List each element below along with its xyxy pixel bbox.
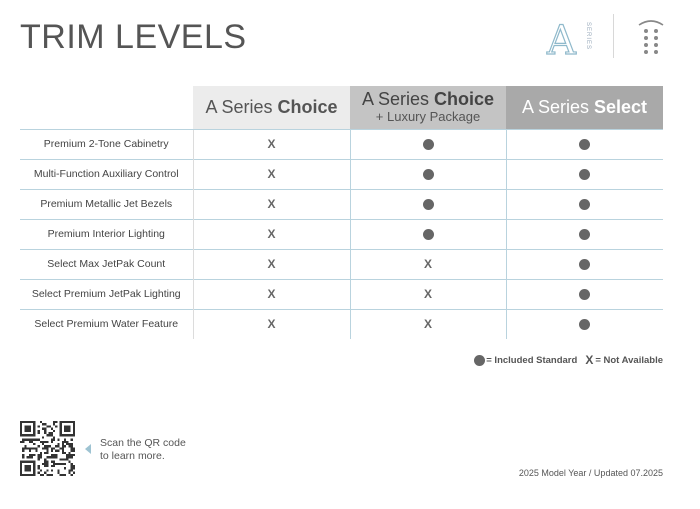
- availability-cell: [193, 279, 350, 309]
- legend-not-available-label: = Not Available: [595, 354, 663, 366]
- header-blank-cell: [20, 86, 193, 129]
- feature-name: Multi-Function Auxiliary Control: [20, 159, 193, 189]
- qr-caption-line-1: Scan the QR code: [100, 437, 186, 449]
- availability-cell: [193, 219, 350, 249]
- availability-cell: [193, 249, 350, 279]
- feature-name: Select Max JetPak Count: [20, 249, 193, 279]
- included-dot-icon: [474, 355, 485, 366]
- included-dot-icon: [423, 139, 434, 150]
- feature-name: Select Premium Water Feature: [20, 309, 193, 339]
- column-subheader: + Luxury Package: [375, 109, 481, 125]
- availability-cell: [350, 129, 506, 159]
- availability-cell: [193, 129, 350, 159]
- not-available-x-icon: X: [267, 137, 276, 151]
- table-row: [20, 309, 663, 339]
- feature-name: Premium Interior Lighting: [20, 219, 193, 249]
- availability-cell: [506, 279, 663, 309]
- qr-code[interactable]: [20, 421, 75, 476]
- availability-cell: [506, 129, 663, 159]
- logo-word: SERIES: [585, 22, 591, 51]
- included-dot-icon: [579, 319, 590, 330]
- footer-model-year: 2025 Model Year / Updated 07.2025: [518, 468, 663, 478]
- not-available-x-icon: X: [423, 257, 432, 271]
- feature-name: Premium Metallic Jet Bezels: [20, 189, 193, 219]
- availability-cell: [506, 249, 663, 279]
- trim-level-table: [20, 86, 663, 339]
- table-row: [20, 219, 663, 249]
- qr-caption-line-2: to learn more.: [100, 449, 165, 462]
- included-dot-icon: [423, 169, 434, 180]
- logo-divider: [613, 14, 614, 58]
- not-available-x-icon: X: [267, 257, 276, 271]
- not-available-x-icon: X: [267, 167, 276, 181]
- table-row: [20, 249, 663, 279]
- included-dot-icon: [579, 259, 590, 270]
- column-header-select: A Series Select: [506, 86, 663, 129]
- availability-cell: [506, 189, 663, 219]
- included-dot-icon: [579, 169, 590, 180]
- not-available-x-icon: X: [267, 197, 276, 211]
- availability-cell: [506, 309, 663, 339]
- included-dot-icon: [579, 199, 590, 210]
- not-available-x-icon: X: [267, 287, 276, 301]
- page-title: TRIM LEVELS: [20, 18, 247, 56]
- table-row: [20, 129, 663, 159]
- not-available-x-icon: X: [423, 317, 432, 332]
- included-dot-icon: [579, 289, 590, 300]
- not-available-x-icon: X: [585, 353, 594, 367]
- availability-cell: [193, 309, 350, 339]
- table-row: [20, 279, 663, 309]
- availability-cell: [506, 219, 663, 249]
- table-row: [20, 159, 663, 189]
- table-body: [20, 129, 663, 339]
- availability-cell: [350, 279, 506, 309]
- left-arrow-icon: [85, 444, 91, 454]
- availability-cell: [350, 159, 506, 189]
- availability-cell: [193, 189, 350, 219]
- included-dot-icon: [579, 139, 590, 150]
- included-dot-icon: [579, 229, 590, 240]
- included-dot-icon: [423, 229, 434, 240]
- availability-cell: [506, 159, 663, 189]
- availability-cell: [193, 159, 350, 189]
- feature-name: Select Premium JetPak Lighting: [20, 279, 193, 309]
- availability-cell: [350, 309, 506, 339]
- legend: [474, 353, 663, 367]
- availability-cell: [350, 219, 506, 249]
- feature-name: Premium 2-Tone Cabinetry: [20, 129, 193, 159]
- logo-letter: A: [547, 18, 576, 58]
- legend-included-label: = Included Standard: [486, 354, 578, 366]
- not-available-x-icon: X: [267, 317, 276, 332]
- availability-cell: [350, 249, 506, 279]
- qr-caption: [100, 437, 186, 462]
- remote-logo-icon: [636, 18, 666, 58]
- not-available-x-icon: X: [267, 227, 276, 241]
- a-series-logo: [545, 18, 605, 58]
- table-row: [20, 189, 663, 219]
- not-available-x-icon: X: [423, 287, 432, 301]
- availability-cell: [350, 189, 506, 219]
- column-header-choice: A Series Choice: [193, 86, 350, 129]
- table-header-row: [20, 86, 663, 129]
- column-header-choice-luxury: A Series Choice + Luxury Package: [350, 86, 506, 129]
- included-dot-icon: [423, 199, 434, 210]
